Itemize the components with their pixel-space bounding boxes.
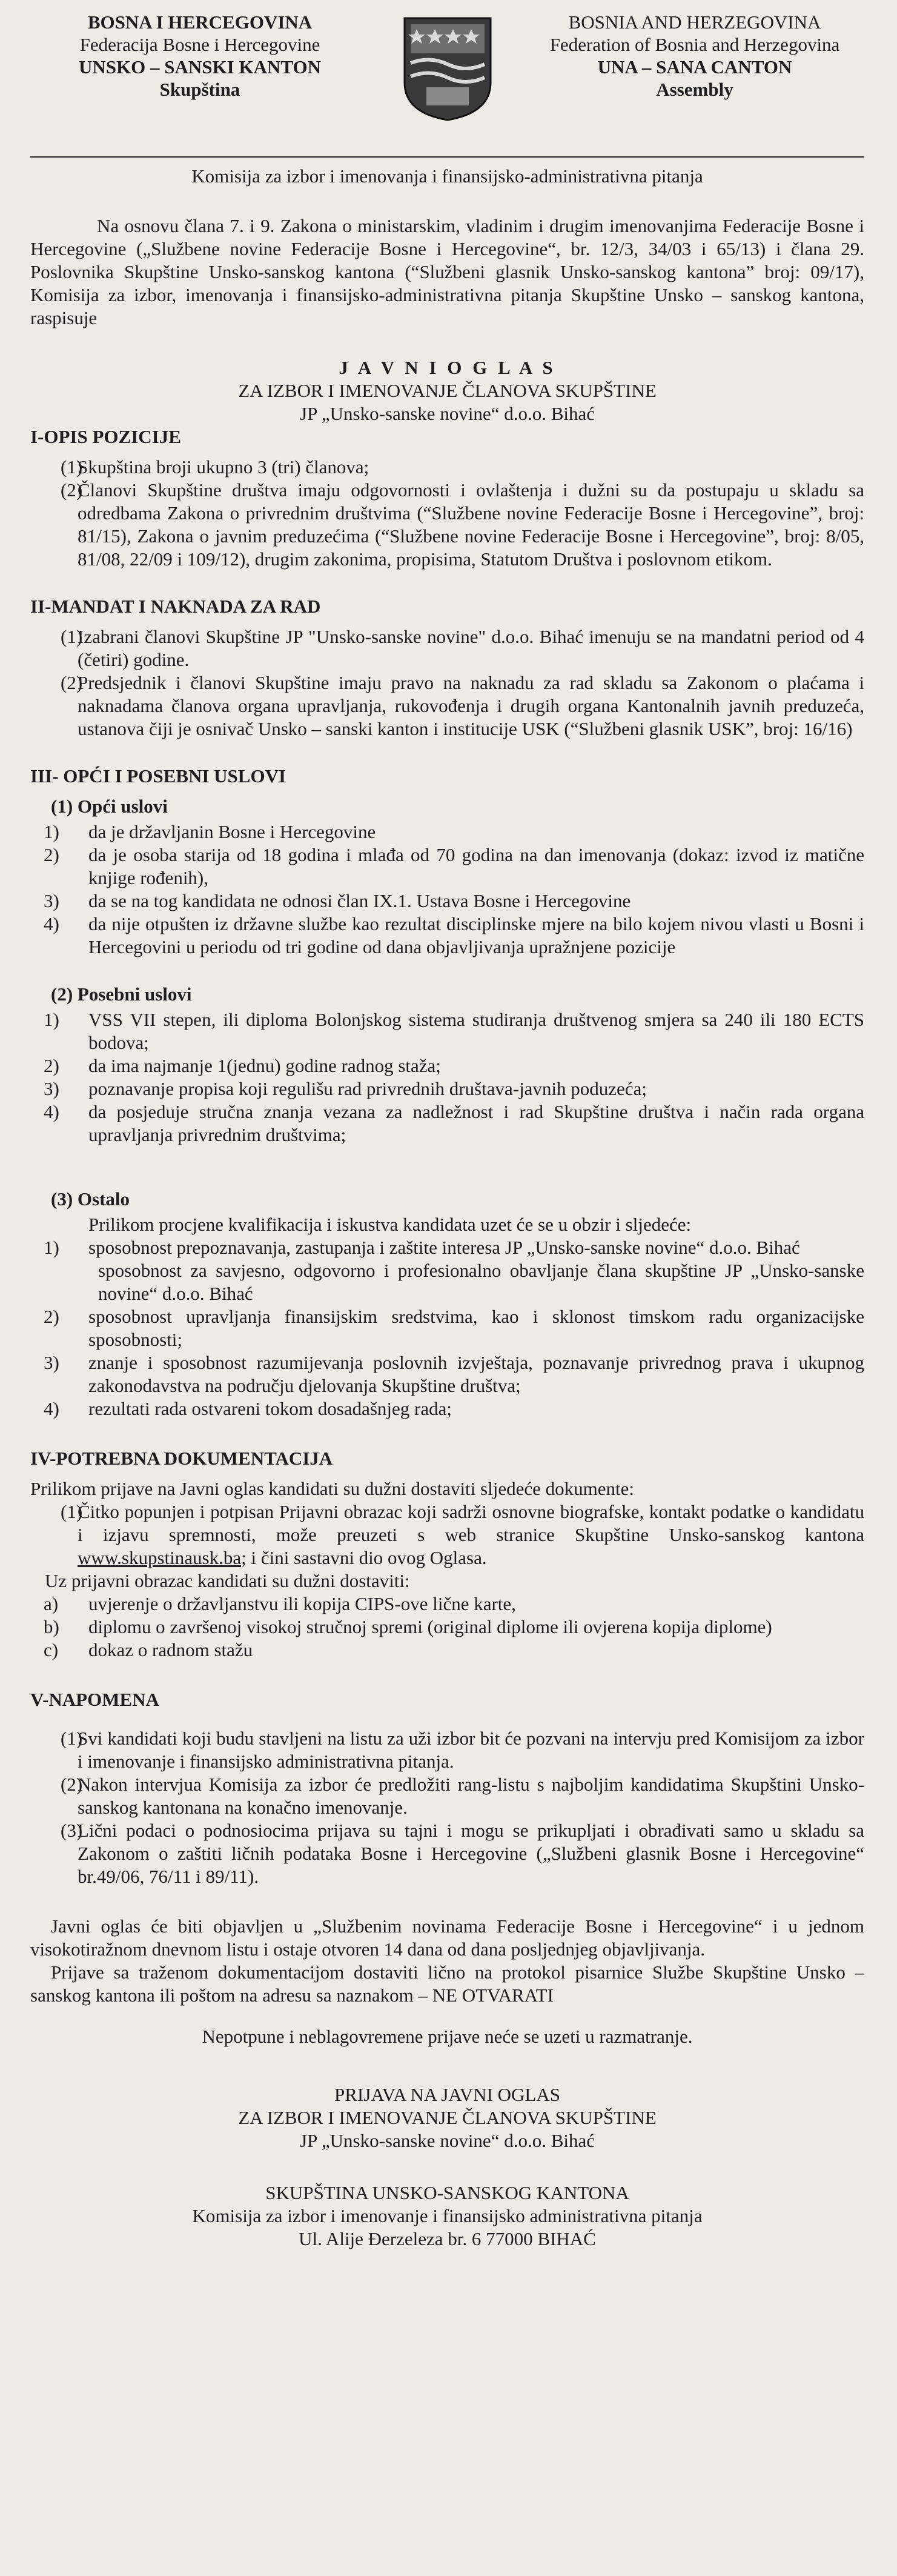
notice-title	[30, 356, 864, 425]
special-conditions-heading: (2) Posebni uslovi	[51, 983, 192, 1005]
incomplete-applications-note: Nepotpune i neblagovremene prijave neće se uzeti u razmatranje.	[202, 2026, 693, 2047]
mandate-list	[30, 625, 864, 741]
mailing-address	[30, 2182, 864, 2251]
letterhead-right	[525, 11, 864, 101]
list-item: 1) VSS VII stepen, ili diploma Bolonjskog sistema studiranja društvenog smjera sa 240 ili 180 ECTS bodova;	[44, 1009, 864, 1053]
envelope-line: PRIJAVA NA JAVNI OGLAS	[334, 2084, 560, 2105]
list-item: (2) Predsjednik i članovi Skupštine imaju pravo na naknadu za rad skladu sa Zakonom o plaćama i naknadama članova organa upravljanja, rukovođenja i drugih organa Kantonalnih javnih preduzeća, ustanova čiji je osnivač Unsko – sanski kanton i institucije USK (“Službeni glasnik USK”, broj: 16/16)	[61, 672, 864, 739]
general-conditions-list	[30, 820, 864, 959]
list-item: 4) da posjeduje stručna znanja vezana za nadležnost i rad Skupštine društva i način rada organa upravljanja privrednim društvima;	[44, 1101, 864, 1145]
notice-company: JP „Unsko-sanske novine“ d.o.o. Bihać	[299, 403, 595, 424]
other-criteria-item1b: sposobnost za savjesno, odgovorno i profesionalno obavljanje člana skupštine JP „Unsko-sanske novine“ d.o.o. Bihać	[98, 1260, 864, 1304]
envelope-line: ZA IZBOR I IMENOVANJE ČLANOVA SKUPŠTINE	[238, 2107, 657, 2128]
section-heading-mandate: II-MANDAT I NAKNADA ZA RAD	[30, 596, 321, 617]
general-conditions-heading: (1) Opći uslovi	[51, 796, 168, 817]
list-item: (2) Nakon intervjua Komisija za izbor će predložiti rang-listu s najboljim kandidatima Skupštini Unsko-sanskog kantonana na konačno imenovanje.	[61, 1774, 864, 1818]
attachments-list	[30, 1593, 864, 1662]
submission-paragraph: Prijave sa traženom dokumentacijom dostaviti lično na protokol pisarnice Službe Skupštine Unsko – sanskog kantona ili poštom na adresu sa naznakom – NE OTVARATI	[30, 1962, 864, 2006]
header-divider	[30, 156, 864, 158]
other-criteria-list-rest	[30, 1305, 864, 1420]
other-criteria-list	[30, 1236, 864, 1259]
list-item: (3) Lični podaci o podnosiocima prijava su tajni i mogu se prikupljati i obrađivati samo u skladu sa Zakonom o zaštiti ličnih podataka Bosne i Hercegovine („Službeni glasnik Bosne i Hercegovine“ br.49/06, 76/11 i 89/11).	[61, 1820, 864, 1887]
publication-paragraph: Javni oglas će biti objavljen u „Službenim novinama Federacije Bosne i Hercegovine“ i u jednom visokotiražnom dnevnom listu i ostaje otvoren 14 dana od dana posljednjeg objavljivanja.	[30, 1915, 864, 1960]
list-item: (1) Svi kandidati koji budu stavljeni na listu za uži izbor bit će pozvani na intervju pred Komisijom za izbor i imenovanje i finansijsko administrativna pitanja.	[61, 1728, 864, 1772]
list-item: 4) da nije otpušten iz državne službe kao rezultat disciplinske mjere na bilo kojem nivou vlasti u Bosni i Hercegovini u periodu od tri godine od dana objavljivanja upražnjene pozicije	[44, 913, 864, 957]
other-criteria-heading: (3) Ostalo	[51, 1188, 130, 1210]
list-item: 3) da se na tog kandidata ne odnosi član IX.1. Ustava Bosne i Hercegovine	[44, 890, 631, 911]
documentation-intro: Prilikom prijave na Javni oglas kandidati su dužni dostaviti sljedeće dokumente:	[30, 1478, 634, 1499]
list-item: 2) da ima najmanje 1(jednu) godine radnog staža;	[44, 1055, 441, 1076]
list-item: 1) da je državljanin Bosne i Hercegovine	[44, 821, 376, 842]
section-heading-conditions: III- OPĆI I POSEBNI USLOVI	[30, 765, 286, 787]
assembly-website-link[interactable]: www.skupstinausk.ba	[78, 1547, 242, 1568]
canton-name-local: UNSKO – SANSKI KANTON	[79, 56, 321, 78]
attachments-intro: Uz prijavni obrazac kandidati su dužni dostaviti:	[45, 1570, 410, 1591]
envelope-line: JP „Unsko-sanske novine“ d.o.o. Bihać	[299, 2130, 595, 2151]
list-item: (2) Članovi Skupštine društva imaju odgovornosti i ovlaštenja i dužni su da postupaju u skladu sa odredbama Zakona o privrednim društvima (“Službene novine Federacije Bosne i Hercegovine”, broj: 81/15), Zakona o javnim preduzećima (“Službene novine Federacije Bosne i Hercegovine”, broj: 8/05, 81/08, 22/09 i 109/12), drugim zakonima, propisima, Statutom Društva i poslovnom etikom.	[61, 479, 864, 570]
list-item: (1) Čitko popunjen i potpisan Prijavni obrazac koji sadrži osnovne biografske, kontakt podatke o kandidatu i izjavu spremnosti, može preuzeti s web stranice Skupštine Unsko-sanskog kantona www.skupstinausk.ba; i čini sastavni dio ovog Oglasa.	[61, 1501, 864, 1568]
list-item: 2) da je osoba starija od 18 godina i mlađa od 70 godina na dan imenovanja (dokaz: izvod iz matične knjige rođenih),	[44, 844, 864, 888]
address-line: Ul. Alije Đerzeleza br. 6 77000 BIHAĆ	[299, 2228, 596, 2249]
list-item: (1) Skupština broji ukupno 3 (tri) članova;	[61, 456, 369, 478]
section-heading-position: I-OPIS POZICIJE	[30, 426, 181, 447]
notice-title-sub: ZA IZBOR I IMENOVANJE ČLANOVA SKUPŠTINE	[238, 380, 657, 401]
canton-name-en: UNA – SANA CANTON	[597, 56, 792, 78]
other-criteria-intro: Prilikom procjene kvalifikacija i iskustva kandidata uzet će se u obzir i sljedeće:	[88, 1214, 692, 1235]
committee-name: Komisija za izbor i imenovanja i finansijsko-administrativna pitanja	[191, 165, 703, 187]
institution-name-en: Assembly	[656, 79, 733, 100]
address-line: SKUPŠTINA UNSKO-SANSKOG KANTONA	[265, 2182, 629, 2203]
documentation-list	[30, 1500, 864, 1569]
list-item: 1) sposobnost prepoznavanja, zastupanja i zaštite interesa JP „Unsko-sanske novine“ d.o.o. Bihać	[44, 1237, 800, 1258]
letterhead-left	[30, 11, 369, 101]
list-item: 4) rezultati rada ostvareni tokom dosadašnjeg rada;	[44, 1398, 452, 1419]
list-item: 3) znanje i sposobnost razumijevanja poslovnih izvještaja, poznavanje privrednog prava i ukupnog zakonodavstva na području djelovanja Skupštine društva;	[44, 1352, 864, 1396]
list-item: 3) poznavanje propisa koji regulišu rad privrednih društava-javnih poduzeća;	[44, 1078, 647, 1099]
list-item: c) dokaz o radnom stažu	[44, 1639, 253, 1660]
una-sana-canton-crest-icon	[402, 16, 493, 122]
section-heading-notes: V-NAPOMENA	[30, 1689, 159, 1710]
address-line: Komisija za izbor i imenovanje i finansijsko administrativna pitanja	[192, 2205, 703, 2226]
country-name-local: BOSNA I HERCEGOVINA	[87, 12, 313, 33]
letterhead	[30, 11, 864, 138]
list-item: (1) Izabrani članovi Skupštine JP "Unsko-sanske novine" d.o.o. Bihać imenuju se na mandatni period od 4 (četiri) godine.	[61, 626, 864, 670]
envelope-label	[30, 2083, 864, 2152]
federation-name-local: Federacija Bosne i Hercegovine	[79, 34, 320, 55]
list-item: a) uvjerenje o državljanstvu ili kopija CIPS-ove lične karte,	[44, 1593, 516, 1614]
notice-title-main: J A V N I O G L A S	[339, 357, 556, 378]
special-conditions-list	[30, 1008, 864, 1147]
list-item: b) diplomu o završenoj visokoj stručnoj spremi (original diplome ili ovjerena kopija diplome)	[44, 1616, 772, 1637]
section-heading-documentation: IV-POTREBNA DOKUMENTACIJA	[30, 1448, 333, 1469]
notes-list	[30, 1727, 864, 1888]
position-list	[30, 456, 864, 571]
country-name-en: BOSNIA AND HERZEGOVINA	[568, 12, 821, 33]
institution-name-local: Skupština	[159, 79, 240, 100]
list-item: 2) sposobnost upravljanja finansijskim sredstvima, kao i sklonost timskom radu organizacijske sposobnosti;	[44, 1306, 864, 1350]
legal-basis-paragraph: Na osnovu člana 7. i 9. Zakona o ministarskim, vladinim i drugim imenovanjima Federacije Bosne i Hercegovine („Službene novine Federacije Bosne i Hercegovine“, br. 12/3, 34/03 i 65/13) i člana 29. Poslovnika Skupštine Unsko-sanskog kantona (“Službeni glasnik Unsko-sanskog kantona” broj: 09/17), Komisija za izbor, imenovanja i finansijsko-administrativna pitanja Skupštine Unsko – sanskog kantona, raspisuje	[30, 215, 864, 328]
federation-name-en: Federation of Bosnia and Herzegovina	[549, 34, 840, 55]
